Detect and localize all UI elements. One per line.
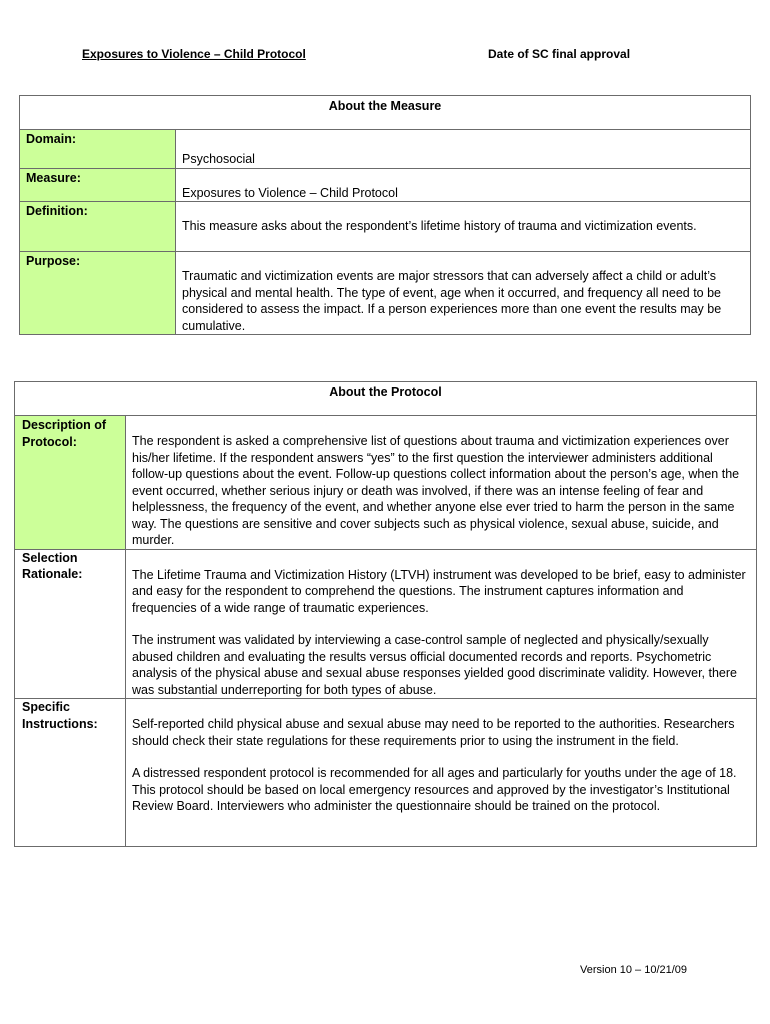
- about-the-protocol-table: [14, 381, 757, 847]
- selection-rationale-label: Selection Rationale:: [15, 549, 126, 699]
- specific-instructions-paragraph-2: A distressed respondent protocol is recommended for all ages and particularly for youths under the age of 18. This protocol should be based on local emergency resources and approved by the investigator’s Institutional Review Board. Interviewers who administer the questionnaire should be trained on the protocol.: [132, 766, 737, 813]
- description-of-protocol-label: Description of Protocol:: [15, 416, 126, 550]
- selection-rationale-cell: [126, 549, 757, 699]
- protocol-section-title: About the Protocol: [15, 382, 757, 416]
- definition-label: Definition:: [20, 202, 176, 252]
- about-the-measure-table: [19, 95, 751, 335]
- approval-date-label: Date of SC final approval: [488, 47, 631, 61]
- measure-value: Exposures to Violence – Child Protocol: [176, 168, 751, 202]
- domain-label: Domain:: [20, 130, 176, 169]
- measure-label: Measure:: [20, 168, 176, 202]
- specific-instructions-cell: [126, 699, 757, 847]
- description-of-protocol-text: The respondent is asked a comprehensive list of questions about trauma and victimization experiences over his/her lifetime. If the respondent answers “yes” to the first question the interviewer administers additional follow-up questions about the event. Follow-up questions collect information about the person’s age, when the event occurred, whether serious injury or death was involved, if there was an intense feeling of fear and helplessness, the frequency of the event, and whether anyone else ever tried to harm the person in the same way. The questions are sensitive and cover subjects such as physical violence, sexual abuse, suicide, and murder.: [126, 416, 757, 550]
- purpose-label: Purpose:: [20, 252, 176, 335]
- version-footer: Version 10 – 10/21/09: [580, 964, 688, 976]
- domain-value: Psychosocial: [176, 130, 751, 169]
- specific-instructions-label: Specific Instructions:: [15, 699, 126, 847]
- measure-section-title: About the Measure: [20, 96, 751, 130]
- document-title: Exposures to Violence – Child Protocol: [82, 47, 306, 61]
- selection-rationale-paragraph-1: The Lifetime Trauma and Victimization History (LTVH) instrument was developed to be brief, easy to administer and easy for the respondent to comprehend the questions. The instrument captures information and frequencies of a wide range of traumatic experiences.: [132, 567, 746, 615]
- specific-instructions-paragraph-1: Self-reported child physical abuse and sexual abuse may need to be reported to the authorities. Researchers should check their state regulations for these requirements prior to using the instrument in the field.: [132, 717, 735, 748]
- purpose-value: Traumatic and victimization events are major stressors that can adversely affect a child or adult’s physical and mental health. The type of event, age when it occurred, and frequency all need to be considered to assess the impact. If a person experiences more than one event the results may be cumulative.: [176, 252, 751, 335]
- selection-rationale-paragraph-2: The instrument was validated by interviewing a case-control sample of neglected and physically/sexually abused children and evaluating the results versus official documented records and reports. Psychometric analysis of the physical abuse and sexual abuse responses yielded good discriminate validity. However, there was substantial underreporting for both types of abuse.: [132, 633, 737, 697]
- definition-value: This measure asks about the respondent’s lifetime history of trauma and victimization events.: [176, 202, 751, 252]
